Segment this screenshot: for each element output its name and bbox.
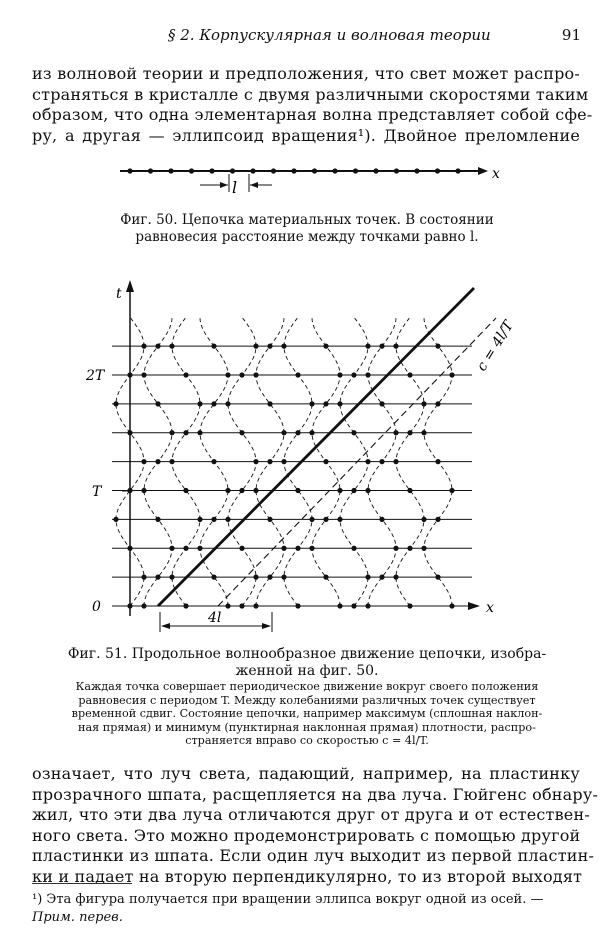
point-position: [407, 546, 412, 551]
point-position: [449, 488, 454, 493]
t-axis-label: t: [116, 286, 122, 302]
point-position: [393, 546, 398, 551]
point-position: [435, 401, 440, 406]
point-position: [337, 603, 342, 608]
point-position: [141, 372, 146, 377]
point-position: [267, 459, 272, 464]
point-position: [309, 430, 314, 435]
point-position: [281, 459, 286, 464]
point-position: [225, 488, 230, 493]
point-position: [169, 575, 174, 580]
caption-line: женной на фиг. 50.: [235, 663, 379, 679]
description-line: Каждая точка совершает периодическое движение вокруг своего положения: [75, 680, 539, 693]
x-arrowhead-51: [468, 602, 480, 610]
point-position: [309, 401, 314, 406]
description-line: ная прямая) и минимум (пунктирная наклонная прямая) плотности, распро-: [78, 720, 536, 734]
point-position: [365, 575, 370, 580]
density-maximum-line: [158, 288, 474, 606]
point-position: [407, 603, 412, 608]
point-position: [183, 430, 188, 435]
point-position: [421, 546, 426, 551]
point-position: [379, 575, 384, 580]
fig50-x-label: x: [492, 166, 500, 182]
point-position: [197, 517, 202, 522]
point-position: [421, 430, 426, 435]
interval-label: 4l: [208, 610, 222, 626]
point-position: [351, 488, 356, 493]
point-position: [155, 575, 160, 580]
point-position: [211, 575, 216, 580]
interval-arrowhead-right: [262, 623, 271, 629]
point-position: [113, 401, 118, 406]
speed-label: c = 4l/T: [473, 318, 518, 375]
point-position: [337, 401, 342, 406]
point-position: [421, 517, 426, 522]
text-line: пластинки из шпата. Если один луч выходит из первой пластин-: [32, 846, 595, 865]
point-position: [239, 603, 244, 608]
point-position: [267, 401, 272, 406]
point-position: [365, 488, 370, 493]
text-line: страняться в кристалле с двумя различными скоростями таким: [32, 84, 589, 104]
point-position: [365, 344, 370, 349]
point-position: [169, 546, 174, 551]
fig51-x-label: x: [486, 600, 494, 616]
point-position: [169, 430, 174, 435]
point-position: [323, 344, 328, 349]
wave-diagram: [112, 288, 496, 609]
point-position: [435, 344, 440, 349]
point-position: [253, 372, 258, 377]
point-position: [449, 372, 454, 377]
point-position: [155, 517, 160, 522]
point-position: [351, 546, 356, 551]
point-position: [407, 372, 412, 377]
point-position: [295, 488, 300, 493]
footnote-rule: [32, 883, 132, 884]
point-position: [225, 603, 230, 608]
point-position: [141, 603, 146, 608]
point-position: [141, 488, 146, 493]
point-position: [239, 430, 244, 435]
point-position: [365, 372, 370, 377]
point-position: [393, 344, 398, 349]
point-position: [281, 546, 286, 551]
point-position: [183, 372, 188, 377]
point-position: [169, 344, 174, 349]
point-position: [393, 459, 398, 464]
tick-label-2T: 2T: [86, 368, 105, 384]
point-position: [197, 430, 202, 435]
point-position: [239, 372, 244, 377]
description-line: временной сдвиг. Состояние цепочки, например максимум (сплошная наклон-: [71, 707, 543, 720]
point-position: [253, 488, 258, 493]
point-position: [239, 488, 244, 493]
point-position: [337, 372, 342, 377]
point-position: [393, 575, 398, 580]
point-position: [253, 603, 258, 608]
point-position: [421, 401, 426, 406]
point-position: [393, 430, 398, 435]
tick-label-0: 0: [92, 599, 101, 615]
point-position: [323, 517, 328, 522]
point-position: [211, 344, 216, 349]
point-position: [141, 459, 146, 464]
page-number: 91: [561, 26, 581, 44]
text-line: из волновой теории и предположения, что свет может распро-: [32, 64, 580, 83]
point-position: [253, 459, 258, 464]
tick-label-T: T: [92, 484, 102, 500]
point-position: [295, 372, 300, 377]
point-position: [113, 517, 118, 522]
text-line: ру, а другая — эллипсоид вращения¹). Двойное преломление: [32, 125, 580, 145]
point-position: [211, 401, 216, 406]
footnote: [32, 891, 588, 927]
description-line: равновесия с периодом T. Между колебаниями различных точек существует: [78, 693, 536, 707]
point-position: [379, 517, 384, 522]
point-position: [407, 430, 412, 435]
caption-line: Фиг. 50. Цепочка материальных точек. В состоянии: [120, 212, 494, 228]
fig51-caption: [60, 646, 554, 680]
point-position: [211, 459, 216, 464]
point-position: [197, 401, 202, 406]
description-line: страняется вправо со скоростью c = 4l/T.: [185, 734, 429, 747]
point-position: [351, 372, 356, 377]
point-position: [435, 459, 440, 464]
point-position: [337, 517, 342, 522]
point-position: [281, 430, 286, 435]
point-position: [435, 575, 440, 580]
point-position: [239, 546, 244, 551]
point-position: [309, 546, 314, 551]
point-position: [449, 603, 454, 608]
point-position: [295, 603, 300, 608]
point-position: [225, 517, 230, 522]
footnote-attribution: Прим. перев.: [32, 910, 123, 925]
text-line: ного света. Это можно продемонстрировать с помощью другой: [32, 825, 581, 845]
text-line: прозрачного шпата, расщепляется на два луча. Гюйгенс обнару-: [32, 784, 599, 804]
text-line: образом, что одна элементарная волна представляет собой сфе-: [32, 105, 593, 124]
point-position: [323, 459, 328, 464]
point-position: [155, 401, 160, 406]
point-position: [155, 459, 160, 464]
point-position: [365, 603, 370, 608]
t-arrowhead: [126, 280, 134, 292]
caption-line: Фиг. 51. Продольное волнообразное движение цепочки, изобра-: [67, 646, 547, 662]
text-line: ки и падает на вторую перпендикулярно, то из второй выходят: [32, 866, 583, 886]
point-position: [253, 575, 258, 580]
point-position: [267, 575, 272, 580]
footnote-text: ¹) Эта фигура получается при вращении эллипса вокруг одной из осей. —: [32, 892, 544, 907]
point-position: [225, 401, 230, 406]
section-title: § 2. Корпускулярная и волновая теории: [168, 26, 491, 44]
point-position: [197, 546, 202, 551]
paragraph-bottom: [32, 764, 599, 887]
point-position: [379, 459, 384, 464]
point-position: [309, 517, 314, 522]
point-position: [379, 344, 384, 349]
point-position: [211, 517, 216, 522]
point-position: [295, 430, 300, 435]
point-position: [323, 401, 328, 406]
point-position: [225, 372, 230, 377]
point-position: [281, 344, 286, 349]
text-line: жил, что эти два луча отличаются друг от друга и от естествен-: [32, 805, 590, 824]
point-position: [253, 344, 258, 349]
point-position: [267, 517, 272, 522]
point-position: [379, 401, 384, 406]
point-position: [281, 575, 286, 580]
fig51-description: [60, 680, 554, 748]
point-position: [323, 575, 328, 580]
point-position: [155, 344, 160, 349]
point-position: [295, 546, 300, 551]
point-position: [407, 488, 412, 493]
interval-arrowhead-left: [161, 623, 170, 629]
point-position: [351, 430, 356, 435]
caption-line: равновесия расстояние между точками равно l.: [135, 229, 479, 245]
point-position: [141, 344, 146, 349]
point-position: [267, 344, 272, 349]
point-position: [435, 517, 440, 522]
point-position: [183, 488, 188, 493]
point-position: [183, 603, 188, 608]
spacing-label: l: [232, 178, 238, 197]
point-position: [365, 459, 370, 464]
point-position: [337, 488, 342, 493]
point-position: [141, 575, 146, 580]
point-position: [169, 459, 174, 464]
point-position: [183, 546, 188, 551]
point-position: [351, 603, 356, 608]
text-line: означает, что луч света, падающий, например, на пластинку: [32, 764, 580, 783]
